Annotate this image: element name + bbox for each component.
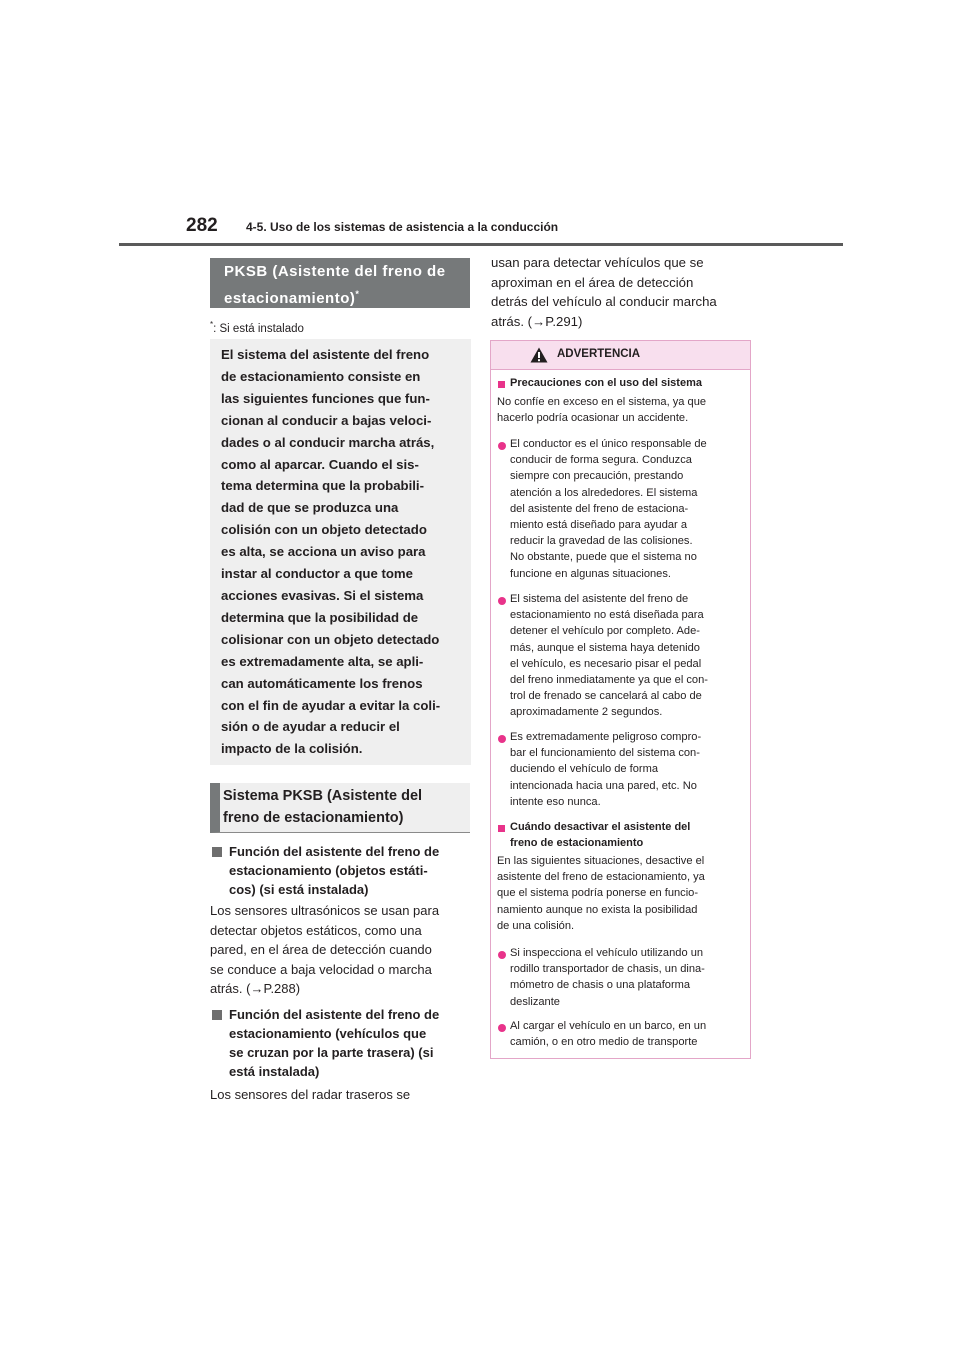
summary-line: dades o al conducir marcha atrás, bbox=[221, 434, 435, 450]
warning-title: ADVERTENCIA bbox=[557, 348, 641, 360]
text-line: estacionamiento no está diseñada para bbox=[510, 609, 704, 622]
text-line: Al cargar el vehículo en un barco, en un bbox=[510, 1020, 707, 1032]
pink-dot-bullet-icon bbox=[498, 442, 506, 450]
text-line: camión, o en otro medio de transporte bbox=[510, 1036, 698, 1049]
warning-bullet bbox=[510, 945, 705, 1010]
pink-dot-bullet-icon bbox=[498, 1024, 506, 1032]
warning-heading bbox=[510, 819, 690, 851]
text-line: siempre con precaución, prestando bbox=[510, 470, 684, 483]
pink-square-bullet-icon bbox=[498, 381, 505, 388]
warning-intro bbox=[497, 853, 705, 934]
summary-line: colisionar con un objeto detectado bbox=[221, 631, 440, 647]
text-line: namiento aunque no exista la posibilidad bbox=[497, 903, 698, 916]
square-bullet-icon bbox=[212, 1010, 222, 1020]
warning-bullet bbox=[510, 591, 708, 721]
summary-line: como al aparcar. Cuando el sis- bbox=[221, 456, 419, 472]
summary-box bbox=[210, 339, 471, 765]
text-line: usan para detectar vehículos que se bbox=[491, 255, 704, 270]
pink-dot-bullet-icon bbox=[498, 735, 506, 743]
text-line: Los sensores ultrasónicos se usan para bbox=[210, 903, 440, 918]
item-text-crossing-vehicles bbox=[210, 1085, 472, 1105]
text-line: trol de frenado se cancelará al cabo de bbox=[510, 690, 702, 703]
text-line: atrás. (→P.288) bbox=[210, 981, 301, 997]
banner-title: PKSB (Asistente del freno de estacionamiento) bbox=[224, 263, 446, 307]
text-line: intente eso nunca. bbox=[510, 795, 601, 808]
item-heading-line: se cruzan por la parte trasera) (si bbox=[229, 1045, 434, 1060]
footnote bbox=[210, 320, 304, 335]
text-line: hacerlo podría ocasionar un accidente. bbox=[497, 412, 689, 425]
footnote-text: : Si está instalado bbox=[213, 322, 304, 335]
text-line: aproximadamente 2 segundos. bbox=[510, 706, 663, 719]
footnote-mark: * bbox=[210, 320, 214, 329]
summary-line: can automáticamente los frenos bbox=[221, 675, 423, 691]
text-line: aproximan en el área de detección bbox=[491, 274, 694, 290]
text-line: No obstante, puede que el sistema no bbox=[510, 551, 697, 564]
summary-line: El sistema del asistente del freno bbox=[221, 347, 430, 362]
text-line: pared, en el área de detección cuando bbox=[210, 942, 432, 958]
summary-line: sión o de ayudar a reducir el bbox=[221, 719, 400, 735]
warning-bullet bbox=[510, 729, 701, 810]
text-line: se conduce a baja velocidad o marcha bbox=[210, 961, 432, 977]
text-line: que el sistema podría ponerse en funcio- bbox=[497, 887, 699, 900]
text-line: Cuándo desactivar el asistente del bbox=[510, 821, 691, 833]
summary-line: colisión con un objeto detectado bbox=[221, 522, 427, 538]
item-heading-line: está instalada) bbox=[229, 1064, 320, 1079]
text-line: detener el vehículo por completo. Ade- bbox=[510, 625, 700, 638]
warning-bullet bbox=[510, 1018, 706, 1050]
item-heading-line: estacionamiento (vehículos que bbox=[229, 1026, 427, 1041]
summary-line: de estacionamiento consiste en bbox=[221, 368, 421, 384]
text-line: atención a los alrededores. El sistema bbox=[510, 486, 698, 499]
item-heading-line: Función del asistente del freno de bbox=[229, 844, 440, 859]
subsection-heading bbox=[210, 783, 470, 833]
text-line: miento está diseñado para ayudar a bbox=[510, 519, 688, 532]
text-line: En las siguientes situaciones, desactive el bbox=[497, 855, 705, 867]
text-line: bar el funcionamiento del sistema con- bbox=[510, 747, 700, 760]
text-line: funcione en algunas situaciones. bbox=[510, 567, 671, 580]
item-heading-line: estacionamiento (objetos estáti- bbox=[229, 863, 428, 878]
summary-line: las siguientes funciones que fun- bbox=[221, 390, 430, 406]
text-line: Es extremadamente peligroso compro- bbox=[510, 731, 702, 743]
text-line: Si inspecciona el vehículo utilizando un bbox=[510, 947, 704, 959]
summary-line: tema determina que la probabili- bbox=[221, 478, 424, 494]
text-line: No confíe en exceso en el sistema, ya que bbox=[497, 396, 707, 408]
text-line: detectar objetos estáticos, como una bbox=[210, 922, 422, 938]
text-line: reducir la gravedad de las colisiones. bbox=[510, 535, 693, 548]
text-line: deslizante bbox=[510, 995, 560, 1008]
text-line: más, aunque el sistema haya detenido bbox=[510, 641, 700, 654]
warning-box bbox=[490, 340, 751, 1059]
summary-line: acciones evasivas. Si el sistema bbox=[221, 587, 424, 603]
text-line: El conductor es el único responsable de bbox=[510, 438, 707, 450]
text-line: duciendo el vehículo de forma bbox=[510, 763, 659, 776]
warning-header bbox=[491, 341, 750, 370]
text-line: asistente del freno de estacionamiento, ya bbox=[497, 871, 705, 884]
text-line: mómetro de chasis o una plataforma bbox=[510, 979, 691, 992]
text-line: rodillo transportador de chasis, un dina- bbox=[510, 963, 705, 976]
text-line: el vehículo, es necesario pisar el pedal bbox=[510, 657, 702, 670]
item-heading-crossing-vehicles bbox=[212, 1005, 464, 1081]
text-line: conducir de forma segura. Conduzca bbox=[510, 454, 692, 467]
banner-footnote-mark: * bbox=[355, 289, 360, 299]
page-number: 282 bbox=[186, 215, 218, 236]
text-line: atrás. (→P.291) bbox=[491, 313, 583, 329]
square-bullet-icon bbox=[212, 847, 222, 857]
item-heading-line: cos) (si está instalada) bbox=[229, 882, 369, 897]
subsection-heading-line: Sistema PKSB (Asistente del bbox=[223, 788, 423, 804]
pink-dot-bullet-icon bbox=[498, 597, 506, 605]
text-line: Los sensores del radar traseros se bbox=[210, 1087, 411, 1102]
summary-line: con el fin de ayudar a evitar la coli- bbox=[221, 697, 441, 713]
item-text-static-objects bbox=[210, 901, 472, 999]
pink-square-bullet-icon bbox=[498, 825, 505, 832]
warning-heading: Precauciones con el uso del sistema bbox=[510, 377, 702, 389]
warning-triangle-icon bbox=[530, 347, 548, 363]
summary-line: determina que la posibilidad de bbox=[221, 609, 419, 625]
warning-bullet bbox=[510, 436, 707, 582]
text-line: del asistente del freno de estaciona- bbox=[510, 502, 689, 515]
text-line: del freno inmediatamente ya que el con- bbox=[510, 674, 708, 687]
subsection-heading-line: freno de estacionamiento) bbox=[223, 810, 404, 826]
summary-line: dad de que se produzca una bbox=[221, 500, 399, 516]
summary-line: instar al conductor a que tome bbox=[221, 566, 413, 582]
warning-intro bbox=[497, 394, 706, 426]
text-line: freno de estacionamiento bbox=[510, 837, 644, 849]
summary-line: cionan al conducir a bajas veloci- bbox=[221, 412, 432, 428]
continued-paragraph bbox=[491, 253, 753, 331]
section-title: 4-5. Uso de los sistemas de asistencia a la conducción bbox=[246, 220, 559, 234]
text-line: detrás del vehículo al conducir marcha bbox=[491, 294, 717, 310]
item-heading-static-objects bbox=[212, 842, 464, 899]
header-rule bbox=[119, 243, 843, 246]
text-line: de una colisión. bbox=[497, 919, 575, 932]
pink-dot-bullet-icon bbox=[498, 951, 506, 959]
section-heading-banner bbox=[210, 258, 470, 308]
summary-line: es alta, se acciona un aviso para bbox=[221, 544, 426, 560]
summary-line: es extremadamente alta, se apli- bbox=[221, 653, 424, 669]
summary-line: impacto de la colisión. bbox=[221, 741, 363, 757]
text-line: El sistema del asistente del freno de bbox=[510, 593, 689, 605]
text-line: intencionada hacia una pared, etc. No bbox=[510, 779, 697, 792]
item-heading-line: Función del asistente del freno de bbox=[229, 1007, 440, 1022]
